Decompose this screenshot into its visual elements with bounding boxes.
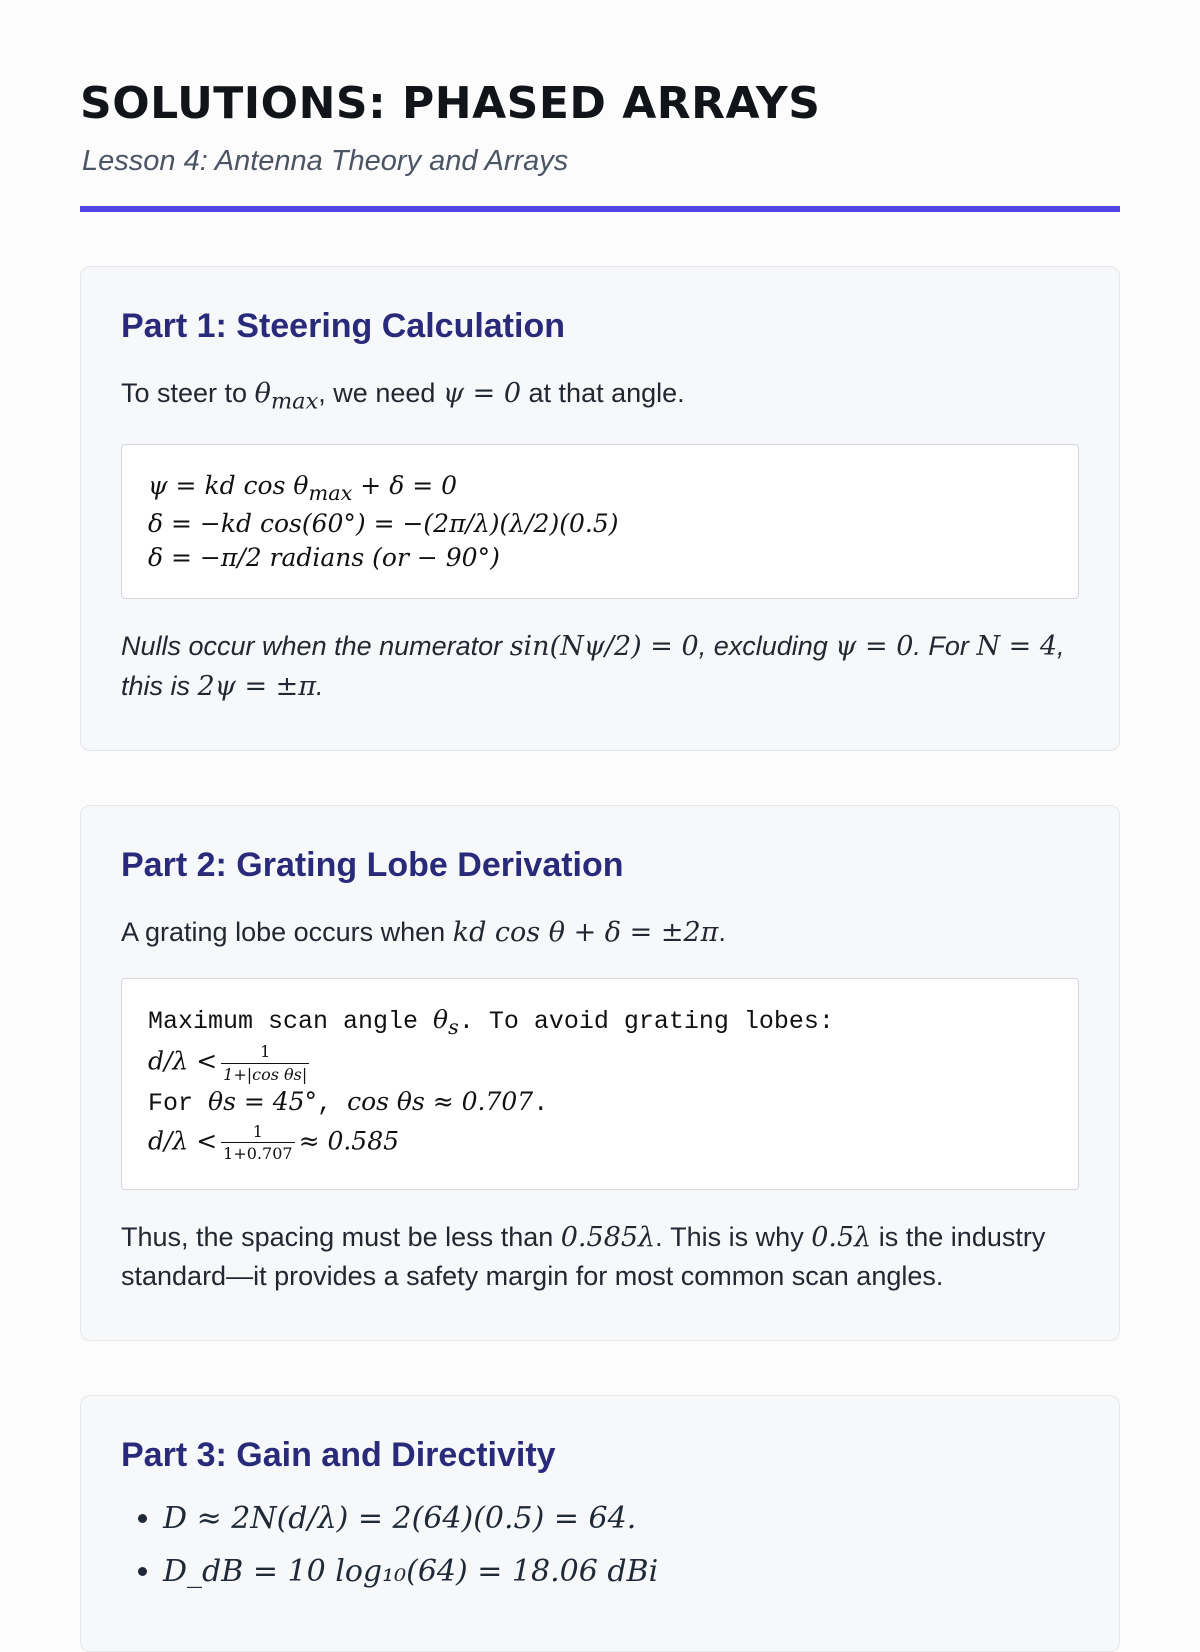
part1-eq-2: δ = −kd cos(60°) = −(2π/λ)(λ/2)(0.5)	[148, 508, 619, 538]
list-item: • D ≈ 2N(d/λ) = 2(64)(0.5) = 64.	[163, 1501, 1079, 1536]
part2-conclusion: Thus, the spacing must be less than 0.585λ. This is why 0.5λ is the industry standard—it provides a safety margin for most common scan angles.	[121, 1222, 1046, 1292]
part3-bullet-list	[121, 1501, 1079, 1589]
part2-box-line-2: d/λ < $\frac{1}{\text{1+|cos θs|}}$	[148, 1041, 308, 1084]
part1-heading: Part 1: Steering Calculation	[121, 306, 565, 345]
part1-card	[80, 266, 1120, 751]
part1-eq-3: δ = −π/2 radians (or − 90°)	[148, 542, 500, 572]
part2-box-line-3: For θs = 45°, cos θs ≈ 0.707.	[148, 1087, 549, 1119]
part2-intro: A grating lobe occurs when kd cos θ + δ = ±2π.	[121, 916, 726, 948]
part3-heading: Part 3: Gain and Directivity	[121, 1436, 556, 1475]
page-subtitle: Lesson 4: Antenna Theory and Arrays	[82, 144, 569, 177]
part1-intro: To steer to $\theta_{max}$, we need ψ = 0 at that angle.	[121, 377, 685, 415]
part3-card	[80, 1395, 1120, 1652]
part2-box-line-1: Maximum scan angle $\theta_s$. To avoid grating lobes:	[148, 1004, 834, 1039]
part1-equation-box	[121, 444, 1079, 600]
header-divider	[80, 206, 1120, 212]
part1-note: Nulls occur when the numerator sin(Nψ/2) = 0, excluding ψ = 0. For N = 4, this is 2ψ = ±π.	[121, 631, 1065, 702]
part2-box-line-4: d/λ < $\frac{1}{1+0.707}$ ≈ 0.585	[148, 1121, 400, 1164]
part2-heading: Part 2: Grating Lobe Derivation	[121, 845, 624, 884]
list-item: • D_dB = 10 log₁₀(64) = 18.06 dBi	[163, 1554, 1079, 1589]
part2-derivation-box	[121, 978, 1079, 1190]
part1-eq-1: ψ = kd $\cos \theta_{max} + \delta = 0$	[148, 470, 457, 505]
page-title: SOLUTIONS: PHASED ARRAYS	[80, 78, 821, 129]
part2-card	[80, 805, 1120, 1342]
